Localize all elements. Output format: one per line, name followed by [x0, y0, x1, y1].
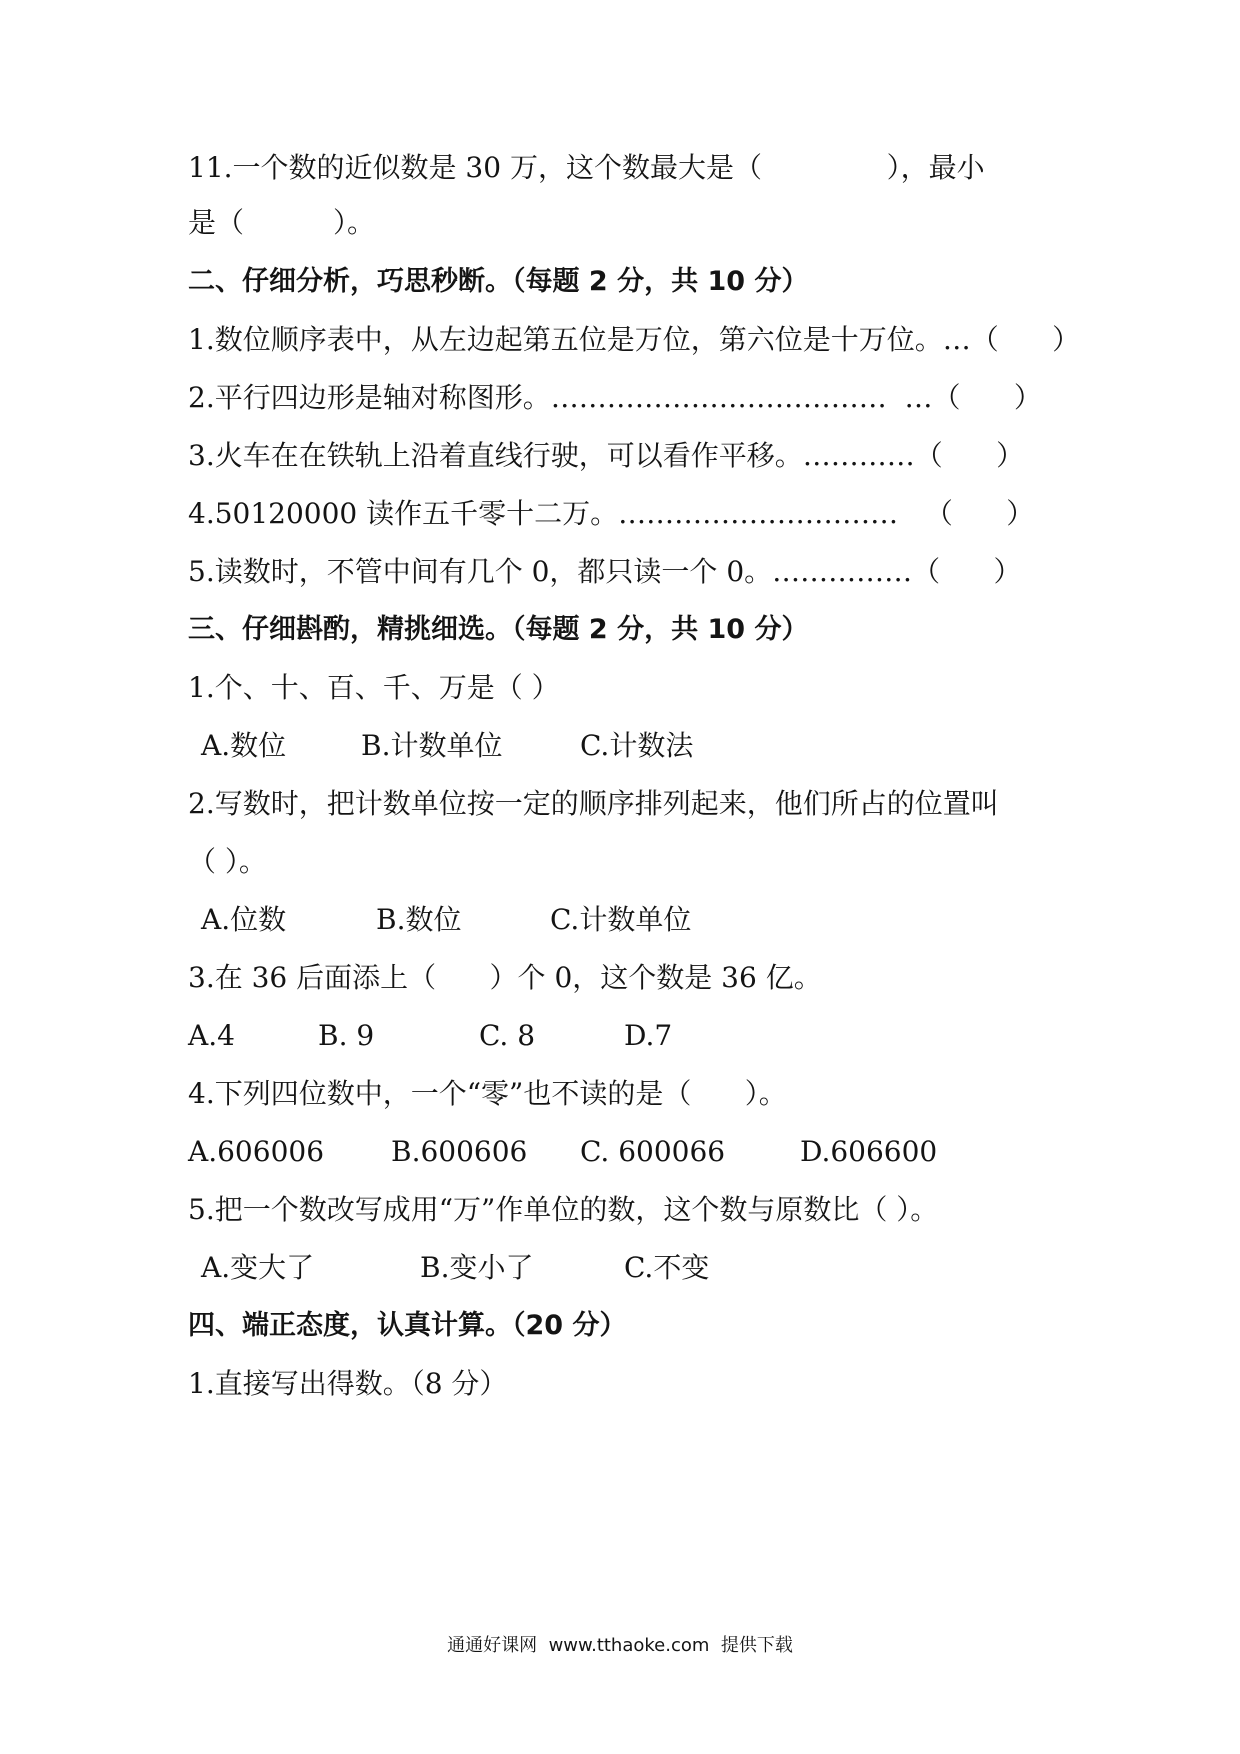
section3-q2-stem-line2: （ ）。 [188, 845, 267, 878]
section3-heading: 三、仔细斟酌，精挑细选。（每题 2 分，共 10 分） [188, 614, 809, 645]
footer-credit: 通通好课网 www.tthaoke.com 提供下载 [447, 1635, 793, 1656]
section3-q5-stem: 5.把一个数改写成用“万”作单位的数，这个数与原数比（ ）。 [188, 1193, 939, 1226]
section3-q2-option-a: A.位数 [201, 903, 287, 936]
section3-q5-option-a: A.变大了 [201, 1251, 315, 1284]
section2-item-3: 3.火车在在铁轨上沿着直线行驶，可以看作平移。…………（ ） [188, 439, 1025, 472]
section3-q1-option-a: A.数位 [201, 729, 287, 762]
section3-q5-option-c: C.不变 [624, 1251, 710, 1284]
section3-q4-option-a: A.606006 [188, 1135, 325, 1168]
section3-q1-option-b: B.计数单位 [361, 729, 503, 762]
section3-q5-option-b: B.变小了 [420, 1251, 534, 1284]
section3-q1-stem: 1.个、十、百、千、万是（ ） [188, 671, 560, 704]
section3-q2-stem-line1: 2.写数时，把计数单位按一定的顺序排列起来，他们所占的位置叫 [188, 787, 999, 820]
section2-item-5: 5.读数时，不管中间有几个 0，都只读一个 0。……………（ ） [188, 555, 1022, 588]
section3-q3-option-b: B. 9 [318, 1019, 375, 1052]
section3-q3-stem: 3.在 36 后面添上（ ）个 0，这个数是 36 亿。 [188, 961, 822, 994]
section2-item-2: 2.平行四边形是轴对称图形。……………………………… …（ ） [188, 381, 1042, 414]
section3-q3-option-d: D.7 [624, 1019, 673, 1052]
section3-q4-option-c: C. 600066 [580, 1135, 726, 1168]
section4-heading: 四、端正态度，认真计算。（20 分） [188, 1310, 627, 1341]
section3-q2-option-b: B.数位 [376, 903, 462, 936]
q11-line2: 是（ ）。 [188, 206, 376, 239]
q11-line1: 11.一个数的近似数是 30 万，这个数最大是（ ），最小 [188, 151, 985, 184]
section3-q4-option-b: B.600606 [391, 1135, 528, 1168]
section2-item-1: 1.数位顺序表中，从左边起第五位是万位，第六位是十万位。…（ ） [188, 323, 1081, 356]
section3-q4-stem: 4.下列四位数中，一个“零”也不读的是（ ）。 [188, 1077, 787, 1110]
section2-heading: 二、仔细分析，巧思秒断。（每题 2 分，共 10 分） [188, 266, 809, 297]
section2-item-4: 4.50120000 读作五千零十二万。………………………… （ ） [188, 497, 1035, 530]
section3-q4-option-d: D.606600 [800, 1135, 938, 1168]
section3-q3-option-c: C. 8 [479, 1019, 536, 1052]
section3-q2-option-c: C.计数单位 [550, 903, 692, 936]
section3-q3-option-a: A.4 [188, 1019, 235, 1052]
section4-q1: 1.直接写出得数。（8 分） [188, 1367, 508, 1400]
section3-q1-option-c: C.计数法 [580, 729, 694, 762]
